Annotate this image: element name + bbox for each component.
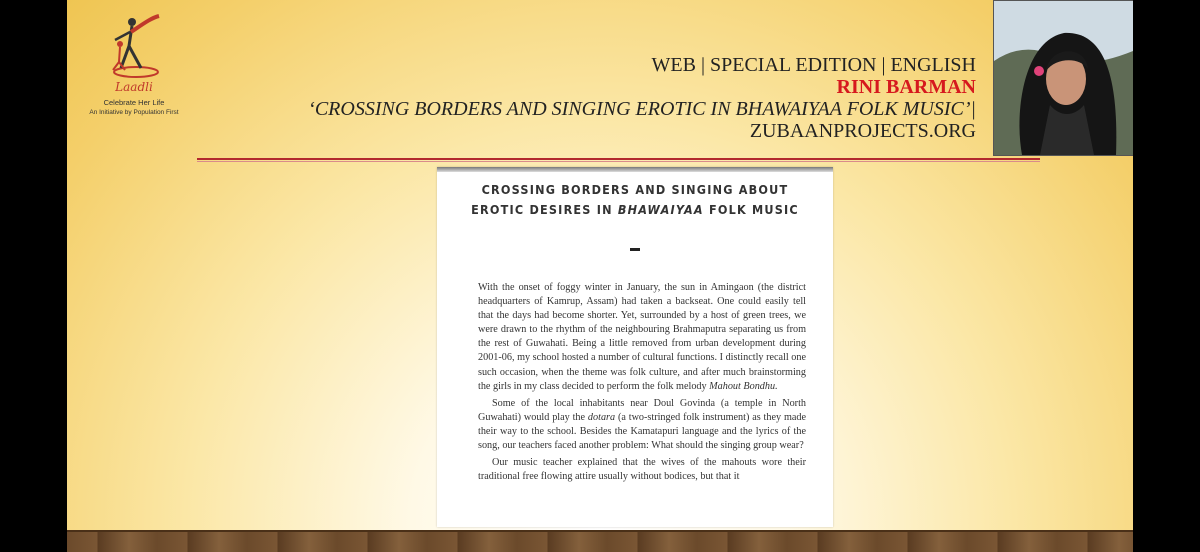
slide-header bbox=[196, 54, 976, 142]
logo-brand-text: Laadli bbox=[115, 80, 153, 94]
header-divider bbox=[197, 158, 1040, 160]
author-portrait-image bbox=[994, 1, 1133, 155]
author-photo bbox=[993, 0, 1133, 156]
slide bbox=[67, 0, 1133, 552]
document-title-line2: EROTIC DESIRES IN BHAWAIYAA FOLK MUSIC bbox=[471, 202, 799, 217]
paragraph-3: Our music teacher explained that the wives of the mahouts wore their traditional free flowing attire usually without bodices, but that it bbox=[478, 457, 806, 483]
section-dash bbox=[630, 248, 640, 251]
paragraph-1: With the onset of foggy winter in January, the sun in Amingaon (the district headquarters of Kamrup, Assam) had taken a backseat. One could easily tell that the days had become shorter. Yet, surrounded by a host of green trees, we were drawn to the rhythm of the neighbouring Brahmaputra separating us from the rest of Guwahati. Being a little removed from urban development during 2001-06, my school hosted a number of cultural functions. I distinctly recall one such occasion, when the theme was folk culture, and after much brainstorming the girls in my class decided to perform the folk melody Mahout Bondhu. bbox=[478, 282, 806, 392]
page-top-edge bbox=[437, 167, 833, 172]
document-title-line1: CROSSING BORDERS AND SINGING ABOUT bbox=[481, 182, 789, 197]
document-page bbox=[437, 167, 833, 527]
logo-subtagline: An Initiative by Population First bbox=[89, 109, 179, 116]
document-title-emphasis: BHAWAIYAA bbox=[617, 202, 704, 217]
laadli-emblem-icon bbox=[99, 10, 169, 82]
laadli-logo bbox=[79, 10, 189, 115]
author-name: RINI BARMAN bbox=[836, 76, 976, 98]
header-divider-shadow bbox=[197, 161, 1040, 162]
wooden-floor bbox=[67, 530, 1133, 552]
edition-line: WEB | SPECIAL EDITION | ENGLISH bbox=[651, 54, 976, 76]
document-body bbox=[437, 281, 833, 484]
article-title: ‘CROSSING BORDERS AND SINGING EROTIC IN BHAWAIYAA FOLK MUSIC’| bbox=[308, 98, 976, 120]
logo-tagline: Celebrate Her Life bbox=[103, 98, 165, 107]
document-title bbox=[437, 180, 833, 220]
paragraph-2: Some of the local inhabitants near Doul Govinda (a temple in North Guwahati) would play the dotara (a two-stringed folk instrument) as they made their way to the school. Besides the Kamatapuri language and the lyrics of the song, our teachers faced another problem: What should the singing group wear? bbox=[478, 397, 807, 452]
site-name: ZUBAANPROJECTS.ORG bbox=[749, 120, 976, 142]
